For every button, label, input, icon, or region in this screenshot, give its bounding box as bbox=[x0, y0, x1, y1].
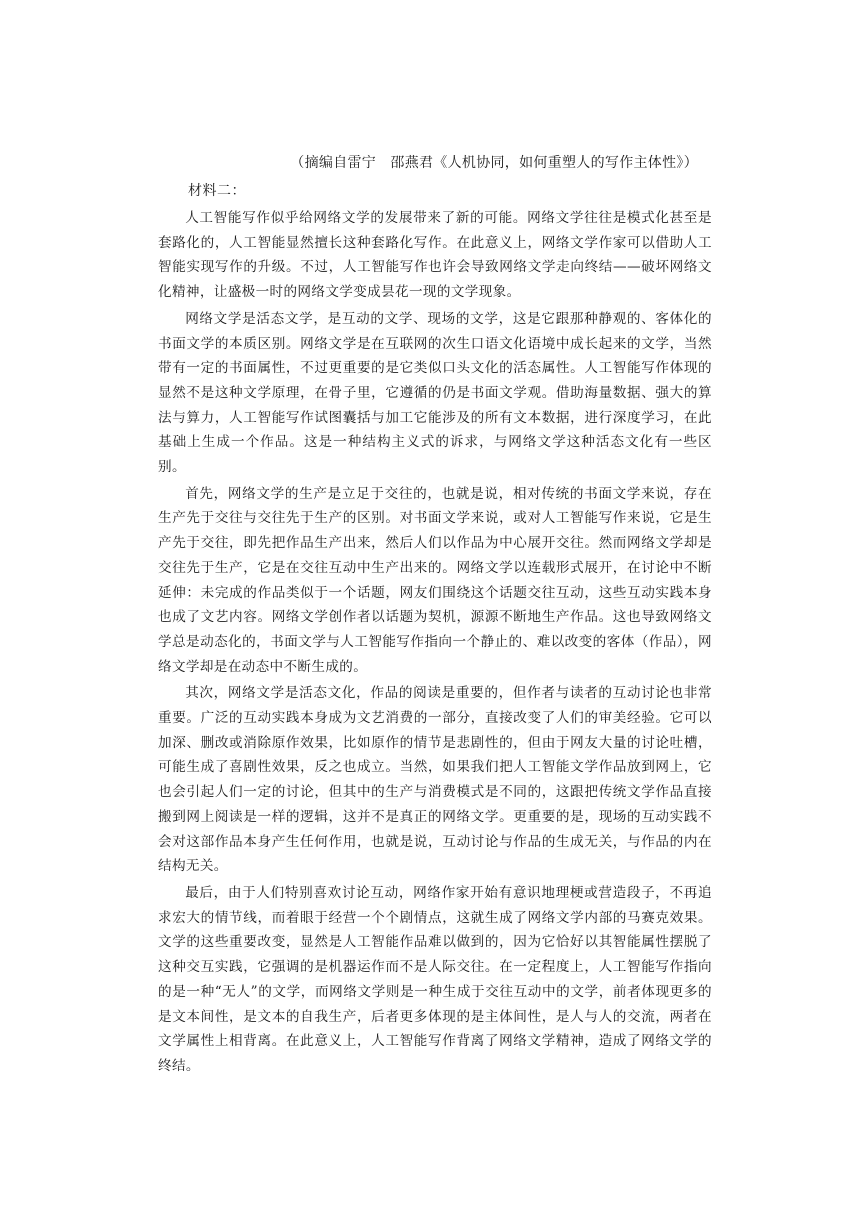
article-body bbox=[158, 206, 712, 1081]
paragraph-2: 网络文学是活态文学，是互动的文学、现场的文学，这是它跟那种静观的、客体化的书面文学的本质区别。网络文学是在互联网的次生口语文化语境中成长起来的文学，当然带有一定的书面属性，不过更重要的是它类似口头文化的活态属性。人工智能写作体现的显然不是这种文学原理，在骨子里，它遵循的仍是书面文学观。借助海量数据、强大的算法与算力，人工智能写作试图囊括与加工它能涉及的所有文本数据，进行深度学习，在此基础上生成一个作品。这是一种结构主义式的诉求，与网络文学这种活态文化有一些区别。 bbox=[158, 310, 712, 476]
paragraph-1: 人工智能写作似乎给网络文学的发展带来了新的可能。网络文学往往是模式化甚至是套路化的，人工智能显然擅长这种套路化写作。在此意义上，网络文学作家可以借助人工智能实现写作的升级。不过，人工智能写作也许会导致网络文学走向终结——破坏网络文化精神，让盛极一时的网络文学变成昙花一现的文学现象。 bbox=[158, 210, 712, 301]
paragraph-3: 首先，网络文学的生产是立足于交往的，也就是说，相对传统的书面文学来说，存在生产先于交往与交往先于生产的区别。对书面文学来说，或对人工智能写作来说，它是生产先于交往，即先把作品生产出来，然后人们以作品为中心展开交往。然而网络文学却是交往先于生产，它是在交往互动中生产出来的。网络文学以连载形式展开，在讨论中不断延伸：未完成的作品类似于一个话题，网友们围绕这个话题交往互动，这些互动实践本身也成了文艺内容。网络文学创作者以话题为契机，源源不断地生产作品。这也导致网络文学总是动态化的，书面文学与人工智能写作指向一个静止的、难以改变的客体（作品），网络文学却是在动态中不断生成的。 bbox=[158, 485, 712, 675]
paragraph-4: 其次，网络文学是活态文化，作品的阅读是重要的，但作者与读者的互动讨论也非常重要。广泛的互动实践本身成为文艺消费的一部分，直接改变了人们的审美经验。它可以加深、删改或消除原作效果，比如原作的情节是悲剧性的，但由于网友大量的讨论吐槽，可能生成了喜剧性效果，反之也成立。当然，如果我们把人工智能文学作品放到网上，它也会引起人们一定的讨论，但其中的生产与消费模式是不同的，这跟把传统文学作品直接搬到网上阅读是一样的逻辑，这并不是真正的网络文学。更重要的是，现场的互动实践不会对这部作品本身产生任何作用，也就是说，互动讨论与作品的生成无关，与作品的内在结构无关。 bbox=[158, 685, 712, 875]
section-heading: 材料二： bbox=[188, 183, 246, 199]
paragraph-5: 最后，由于人们特别喜欢讨论互动，网络作家开始有意识地理梗或营造段子，不再追求宏大的情节线，而着眼于经营一个个剧情点，这就生成了网络文学内部的马赛克效果。文学的这些重要改变，显然是人工智能作品难以做到的，因为它恰好以其智能属性摆脱了这种交互实践，它强调的是机器运作而不是人际交往。在一定程度上，人工智能写作指向的是一种“无人”的文学，而网络文学则是一种生成于交往互动中的文学，前者体现更多的是文本间性，是文本的自我生产，后者更多体现的是主体间性，是人与人的交流，两者在文学属性上相背离。在此意义上，人工智能写作背离了网络文学精神，造成了网络文学的终结。 bbox=[158, 884, 712, 1074]
source-citation: （摘编自雷宁 邵燕君《人机协同，如何重塑人的写作主体性》） bbox=[290, 155, 698, 171]
